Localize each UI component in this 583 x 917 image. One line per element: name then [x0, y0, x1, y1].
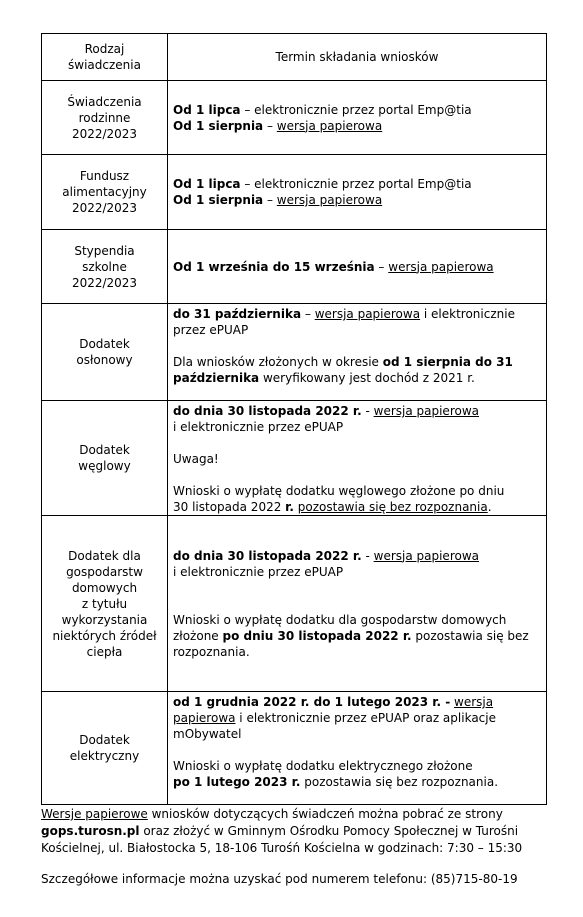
deadline-text: pozostawia się bez rozpoznania.: [300, 775, 499, 789]
deadline-line: [173, 118, 541, 134]
benefit-name-cell: [42, 401, 168, 516]
paper-version-text: papierowa: [173, 711, 236, 725]
deadline-line: [173, 354, 541, 370]
deadline-line: Wnioski o wypłatę dodatku elektrycznego złożone: [173, 759, 473, 773]
separator-text: -: [361, 548, 374, 563]
benefit-name-line: Dodatek: [79, 733, 130, 747]
benefit-name-line: Fundusz: [79, 169, 130, 183]
deadline-line: rozpoznania.: [173, 644, 250, 659]
deadline-bold: Od 1 sierpnia: [173, 118, 264, 133]
benefit-name-line: rodzinne: [78, 110, 131, 125]
deadline-cell: [168, 401, 547, 516]
deadline-line: Wnioski o wypłatę dodatku dla gospodarstw domowych: [173, 612, 507, 627]
separator-text: –: [301, 307, 315, 321]
benefit-name-cell: [42, 516, 168, 692]
paper-forms-text: Wersje papierowe: [41, 807, 148, 821]
deadline-bold: do dnia 30 listopada 2022 r.: [173, 548, 362, 563]
benefit-name-line: domowych: [71, 580, 138, 595]
table-header-row: [42, 34, 547, 81]
paper-version-text: wersja papierowa: [373, 404, 479, 418]
deadline-line: i elektronicznie przez ePUAP: [173, 420, 344, 434]
header-deadline: [168, 34, 547, 81]
paper-version-text: wersja papierowa: [314, 307, 421, 321]
deadline-line: [173, 710, 541, 726]
footer-phone-info: [41, 871, 546, 888]
separator-text: –: [263, 118, 277, 133]
deadline-line: [173, 694, 541, 710]
deadline-text: .: [487, 500, 492, 514]
deadline-bold: do dnia 30 listopada 2022 r.: [173, 404, 362, 418]
deadline-bold: po dniu 30 listopada 2022 r.: [222, 628, 412, 643]
deadline-cell: [168, 230, 547, 304]
deadline-text: – elektronicznie przez portal Emp@tia: [240, 177, 472, 191]
header-col1-line: świadczenia: [68, 58, 141, 72]
deadline-line: przez ePUAP: [173, 323, 249, 337]
benefit-name-line: osłonowy: [76, 353, 133, 367]
deadlines-table: [41, 33, 547, 805]
deadline-bold: po 1 lutego 2023 r.: [173, 775, 301, 789]
deadline-line: i elektronicznie przez ePUAP: [173, 564, 344, 579]
benefit-name-line: Dodatek: [79, 337, 130, 351]
deadline-text: – elektronicznie przez portal Emp@tia: [240, 102, 472, 117]
separator-text: –: [263, 193, 277, 207]
deadline-text: i elektronicznie przez ePUAP oraz aplikacje: [235, 711, 496, 725]
paper-version-text: wersja papierowa: [276, 193, 383, 207]
deadline-text: Dla wniosków złożonych w okresie: [173, 355, 383, 369]
deadline-line: [173, 102, 541, 118]
deadline-text: pozostawia się bez: [411, 628, 529, 643]
benefit-name-line: ciepła: [86, 644, 123, 659]
separator-text: -: [361, 404, 374, 418]
footer-line: Szczegółowe informacje można uzyskać pod numerem telefonu: (85)715-80-19: [41, 872, 518, 886]
deadline-bold: Od 1 września do 15 września: [173, 259, 375, 274]
benefit-name-line: szkolne: [82, 259, 127, 274]
benefit-name-line: 2022/2023: [71, 126, 138, 141]
table-row: [42, 81, 547, 155]
benefit-name-cell: [42, 692, 168, 805]
paper-version-text: wersja: [454, 695, 494, 709]
deadline-line: [173, 370, 541, 386]
deadline-line: [173, 192, 541, 208]
deadline-line: [173, 176, 541, 192]
deadline-cell: [168, 155, 547, 230]
deadline-bold: od 1 grudnia 2022 r. do 1 lutego 2023 r. -: [173, 695, 451, 709]
deadline-line: [173, 306, 541, 322]
benefit-name-line: 2022/2023: [71, 201, 138, 215]
deadline-line: [173, 774, 541, 790]
deadline-text: 30 listopada 2022: [173, 500, 286, 514]
deadline-cell: [168, 81, 547, 155]
line-gap: [173, 435, 541, 451]
deadline-line: [173, 548, 541, 564]
footer-line: [41, 806, 546, 823]
table-row: [42, 230, 547, 304]
line-gap: [173, 580, 541, 596]
benefit-name-line: Stypendia: [74, 243, 135, 258]
benefit-name-line: gospodarstw: [66, 564, 143, 579]
paper-version-text: wersja papierowa: [388, 259, 494, 274]
benefit-name-line: alimentacyjny: [62, 185, 147, 199]
benefit-name-line: Dodatek dla: [68, 548, 141, 563]
table-row: [42, 304, 547, 401]
benefit-name-cell: [42, 230, 168, 304]
line-gap: [173, 742, 541, 758]
deadline-line: [173, 259, 541, 275]
deadline-bold: Od 1 sierpnia: [173, 193, 264, 207]
no-consideration-text: pozostawia się bez rozpoznania: [297, 500, 488, 514]
deadline-line: Wnioski o wypłatę dodatku węglowego złożone po dniu: [173, 484, 505, 498]
deadline-text: weryfikowany jest dochód z 2021 r.: [259, 371, 475, 385]
deadline-text: złożone: [173, 628, 223, 643]
paper-version-text: wersja papierowa: [276, 118, 383, 133]
deadline-cell: [168, 304, 547, 401]
website-link[interactable]: gops.turosn.pl: [41, 824, 140, 838]
deadline-text: i elektronicznie: [420, 307, 515, 321]
benefit-name-line: Dodatek: [79, 443, 130, 457]
line-gap: [173, 467, 541, 483]
footer-text: oraz złożyć w Gminnym Ośrodku Pomocy Społecznej w Turośni: [139, 824, 519, 838]
table-row: [42, 401, 547, 516]
header-col2-text: Termin składania wniosków: [275, 50, 439, 64]
deadline-bold: Od 1 lipca: [173, 177, 241, 191]
deadline-line: [173, 628, 541, 644]
benefit-name-line: wykorzystania: [61, 612, 148, 627]
footer-line: [41, 823, 546, 840]
separator-text: –: [374, 259, 389, 274]
footer-line: Kościelnej, ul. Białostocka 5, 18-106 Turośń Kościelna w godzinach: 7:30 – 15:30: [41, 841, 523, 855]
table-row: [42, 516, 547, 692]
deadline-line: [173, 499, 541, 515]
benefit-name-line: z tytułu: [81, 596, 128, 611]
footer-paper-forms-info: [41, 806, 546, 857]
benefit-name-line: niektórych źródeł: [52, 628, 157, 643]
line-gap: [173, 596, 541, 612]
deadline-bold: do 31 października: [173, 307, 302, 321]
deadline-cell: [168, 516, 547, 692]
paper-version-text: wersja papierowa: [373, 548, 479, 563]
table-row: [42, 692, 547, 805]
deadline-line: Uwaga!: [173, 452, 219, 466]
deadline-line: [173, 403, 541, 419]
benefit-name-cell: [42, 81, 168, 155]
benefit-name-line: 2022/2023: [71, 275, 138, 290]
line-gap: [173, 338, 541, 354]
deadline-bold: r.: [285, 500, 294, 514]
benefit-name-cell: [42, 304, 168, 401]
header-col1-line: Rodzaj: [84, 42, 125, 56]
table-row: [42, 155, 547, 230]
deadline-bold: od 1 sierpnia do 31: [382, 355, 513, 369]
deadline-bold: Od 1 lipca: [173, 102, 241, 117]
deadline-line: mObywatel: [173, 727, 242, 741]
header-benefit-type: [42, 34, 168, 81]
deadline-cell: [168, 692, 547, 805]
benefit-name-line: elektryczny: [69, 749, 140, 763]
benefit-name-cell: [42, 155, 168, 230]
benefit-name-line: węglowy: [78, 459, 131, 473]
deadline-bold: października: [173, 371, 260, 385]
benefit-name-line: Świadczenia: [67, 94, 142, 109]
footer-text: wniosków dotyczących świadczeń można pobrać ze strony: [147, 807, 503, 821]
